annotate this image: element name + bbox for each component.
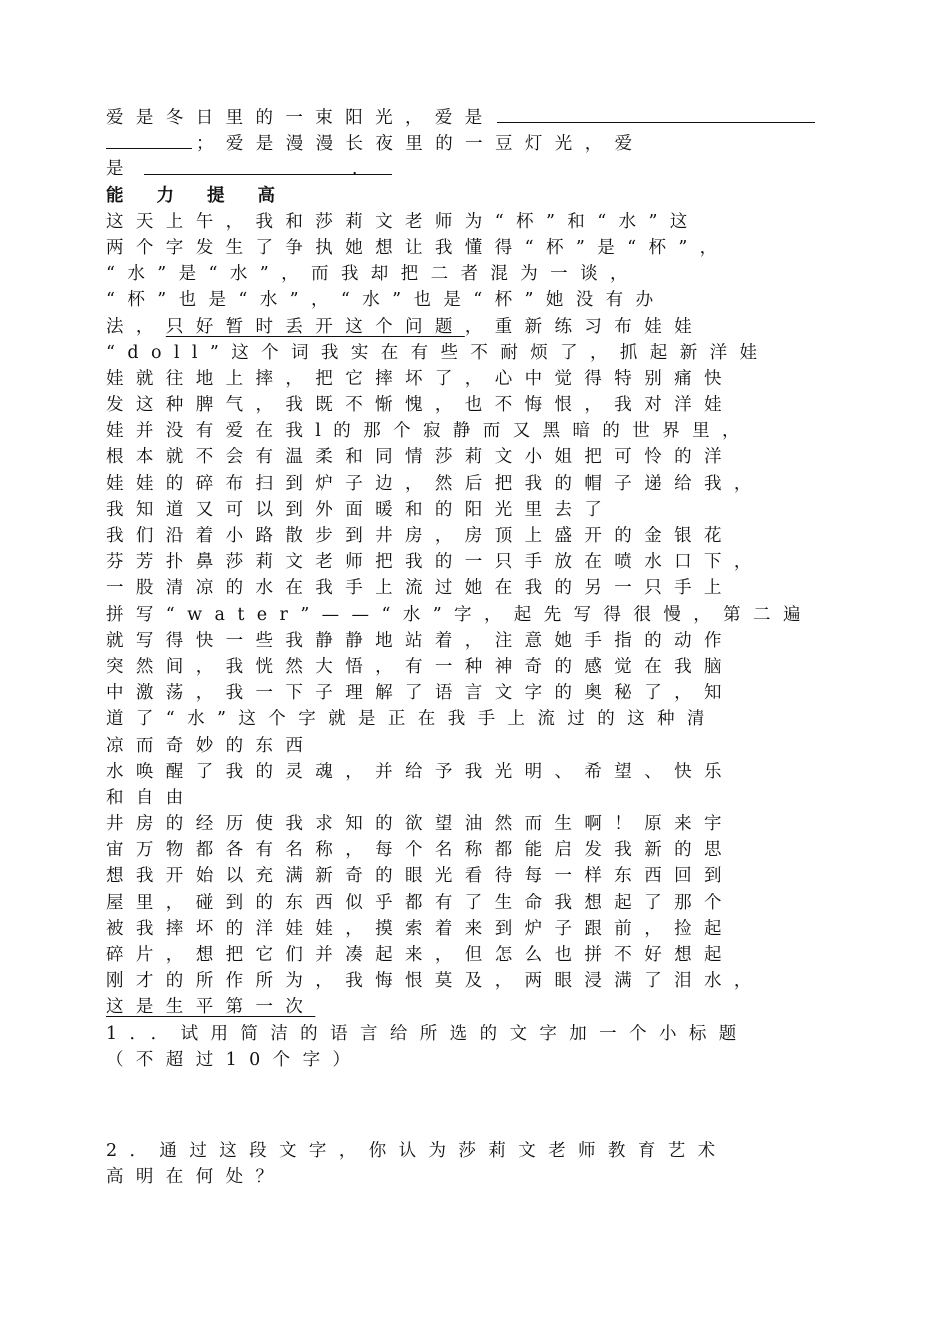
section-heading: 能力提高: [106, 185, 308, 206]
passage-line: 被我摔坏的洋娃娃，摸索着来到炉子跟前，捡起: [106, 918, 734, 939]
passage-line: 突然间，我恍然大悟，有一种神奇的感觉在我脑: [106, 656, 734, 677]
worksheet-page: [106, 104, 866, 1190]
question-2-cont: 高明在何处？: [106, 1167, 286, 1188]
passage-line: 娃就往地上摔，把它摔坏了，心中觉得特别痛快: [106, 368, 734, 389]
passage-line: 中激荡，我一下子理解了语言文字的奥秘了，知: [106, 683, 734, 704]
passage-line: 一股清凉的水在我手上流过她在我的另一只手上: [106, 578, 734, 599]
passage-line: 就写得快一些我静静地站着，注意她手指的动作: [106, 630, 734, 651]
passage-line: [106, 994, 866, 1020]
underlined-text: 这是生平第一次: [106, 997, 316, 1018]
passage-line: “杯”也是“水”，“水”也是“杯”她没有办: [106, 290, 666, 311]
answer-blank[interactable]: [144, 156, 392, 180]
intro-line-3: [106, 156, 866, 182]
passage-text: ，重新练习布娃娃: [464, 316, 705, 337]
passage-line: 屋里，碰到的东西似乎都有了生命我想起了那个: [106, 892, 734, 913]
passage-line: 我知道又可以到外面暖和的阳光里去了: [106, 499, 615, 520]
passage-line: 凉而奇妙的东西: [106, 735, 316, 756]
question-1: 1．．试用简洁的语言给所选的文字加一个小标题: [106, 1023, 749, 1044]
passage-line: 井房的经历使我求知的欲望油然而生啊！原来宇: [106, 814, 734, 835]
answer-space[interactable]: [106, 1073, 866, 1138]
question-1-note: （不超过10个字）: [106, 1049, 363, 1070]
passage-line: 碎片，想把它们并凑起来，但怎么也拼不好想起: [106, 945, 734, 965]
intro-line-1: [106, 104, 866, 130]
intro-line-2: [106, 130, 866, 156]
passage-line: 道了“水”这个字就是正在我手上流过的这种清: [106, 709, 717, 730]
passage-line: [106, 314, 866, 340]
passage-line: 发这种脾气，我既不惭愧，也不悔恨，我对洋娃: [106, 395, 734, 416]
intro-text: ；爱是漫漫长夜里的一豆灯光，爱: [196, 134, 645, 155]
passage-text: 法，: [106, 316, 166, 337]
intro-text: 是: [106, 159, 136, 180]
passage-line: “doll”这个词我实在有些不耐烦了，抓起新洋娃: [106, 342, 770, 363]
answer-blank[interactable]: [106, 130, 192, 149]
passage-line: 这天上午，我和莎莉文老师为“杯”和“水”这: [106, 211, 700, 232]
passage-line: “水”是“水”，而我却把二者混为一谈，: [106, 264, 640, 285]
passage-line: 我们沿着小路散步到井房，房顶上盛开的金银花: [106, 526, 734, 546]
passage-line: 刚才的所作所为，我悔恨莫及，两眼浸满了泪水，: [106, 971, 764, 992]
passage-line: 娃并没有爱在我l的那个寂静而又黑暗的世界里，: [106, 421, 752, 442]
answer-blank[interactable]: [497, 104, 815, 123]
question-2: 2．通过这段文字，你认为莎莉文老师教育艺术: [106, 1140, 728, 1161]
passage-line: 水唤醒了我的灵魂，并给予我光明、希望、快乐: [106, 761, 734, 782]
blank-period: .: [351, 159, 358, 180]
passage-line: 两个字发生了争执她想让我懂得“杯”是“杯”，: [106, 237, 730, 258]
intro-text: 爱是冬日里的一束阳光，爱是: [106, 108, 495, 128]
passage-line: 根本就不会有温柔和同情莎莉文小姐把可怜的洋: [106, 447, 734, 468]
passage-line: 想我开始以充满新奇的眼光看待每一样东西回到: [106, 866, 734, 887]
passage-line: 宙万物都各有名称，每个名称都能启发我新的思: [106, 840, 734, 861]
passage-line: 拼写“water”——“水”字，起先写得很慢，第二遍: [106, 604, 813, 625]
underlined-text: 只好暂时丢开这个问题: [165, 316, 465, 337]
passage-line: 娃娃的碎布扫到炉子边，然后把我的帽子递给我，: [106, 473, 764, 494]
passage-line: 芬芳扑鼻莎莉文老师把我的一只手放在喷水口下，: [106, 552, 764, 573]
passage-line: 和自由: [106, 787, 196, 808]
